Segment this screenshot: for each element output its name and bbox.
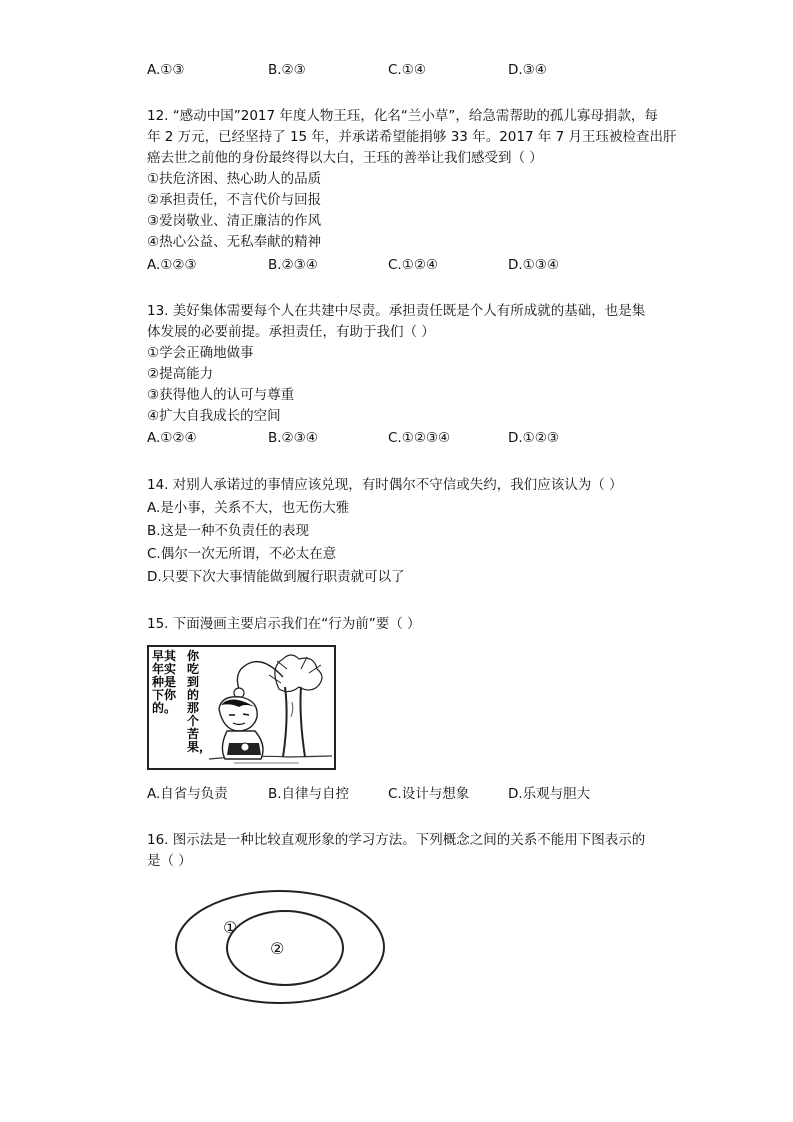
q15-stem: 15. 下面漫画主要启示我们在“行为前”要（ ） [147, 616, 421, 632]
q15-option-b[interactable]: B.自律与自控 [268, 786, 350, 802]
q13-option-a[interactable]: A.①②④ [147, 430, 197, 446]
q13-item-1: ①学会正确地做事 [147, 345, 254, 361]
q13-option-c[interactable]: C.①②③④ [388, 430, 451, 446]
q15-comic [147, 645, 336, 770]
inner-ellipse [227, 911, 343, 985]
q14-stem: 14. 对别人承诺过的事情应该兑现，有时偶尔不守信或失约，我们应该认为（ ） [147, 477, 623, 493]
q15-option-d[interactable]: D.乐观与胆大 [508, 786, 591, 802]
q11-option-b[interactable]: B.②③ [268, 62, 306, 78]
q14-option-a[interactable]: A.是小事，关系不大，也无伤大雅 [147, 500, 350, 516]
q13-stem-line-2: 体发展的必要前提。承担责任，有助于我们（ ） [147, 324, 435, 340]
outer-label: ① [223, 918, 238, 937]
q15-option-a[interactable]: A.自省与负责 [147, 786, 228, 802]
q13-stem-line-1: 13. 美好集体需要每个人在共建中尽责。承担责任既是个人有所成就的基础，也是集 [147, 303, 646, 319]
q12-options [147, 255, 667, 275]
q13-option-b[interactable]: B.②③④ [268, 430, 318, 446]
q13-options [147, 428, 667, 448]
q12-item-1: ①扶危济困、热心助人的品质 [147, 171, 322, 187]
q12-stem-line-2: 年 2 万元，已经坚持了 15 年，并承诺希望能捐够 33 年。2017 年 7 月王珏被检查出肝 [147, 129, 677, 145]
q11-option-d[interactable]: D.③④ [508, 62, 547, 78]
q12-option-a[interactable]: A.①②③ [147, 257, 197, 273]
q16-venn-diagram [175, 888, 391, 1008]
q13-item-3: ③获得他人的认可与尊重 [147, 387, 295, 403]
q14-option-b[interactable]: B.这是一种不负责任的表现 [147, 523, 310, 539]
inner-label: ② [270, 939, 285, 958]
q13-item-2: ②提高能力 [147, 366, 214, 382]
q13-item-4: ④扩大自我成长的空间 [147, 408, 281, 424]
q14-option-d[interactable]: D.只要下次大事情能做到履行职责就可以了 [147, 569, 405, 585]
comic-text-col-2: 其实是你 [164, 649, 177, 702]
q16-stem-line-2: 是（ ） [147, 853, 192, 869]
q13-option-d[interactable]: D.①②③ [508, 430, 559, 446]
q11-option-c[interactable]: C.①④ [388, 62, 426, 78]
q12-item-4: ④热心公益、无私奉献的精神 [147, 234, 322, 250]
q12-option-b[interactable]: B.②③④ [268, 257, 318, 273]
q14-option-c[interactable]: C.偶尔一次无所谓，不必太在意 [147, 546, 337, 562]
q15-option-c[interactable]: C.设计与想象 [388, 786, 470, 802]
comic-text-col-3: 你吃到的那个苦果， [187, 649, 212, 754]
q12-option-c[interactable]: C.①②④ [388, 257, 439, 273]
q12-stem-line-3: 癌去世之前他的身份最终得以大白，王珏的善举让我们感受到（ ） [147, 150, 543, 166]
q11-options [147, 60, 667, 80]
q15-options [147, 784, 667, 804]
q12-item-2: ②承担责任，不言代价与回报 [147, 192, 322, 208]
q16-stem-line-1: 16. 图示法是一种比较直观形象的学习方法。下列概念之间的关系不能用下图表示的 [147, 832, 646, 848]
q12-item-3: ③爱岗敬业、清正廉洁的作风 [147, 213, 322, 229]
comic-text-col-1: 早年种下的。 [152, 649, 177, 715]
q12-option-d[interactable]: D.①③④ [508, 257, 559, 273]
q11-option-a[interactable]: A.①③ [147, 62, 185, 78]
q12-stem-line-1: 12. “感动中国”2017 年度人物王珏，化名“兰小草”，给急需帮助的孤儿寡母捐款，每 [147, 108, 658, 124]
